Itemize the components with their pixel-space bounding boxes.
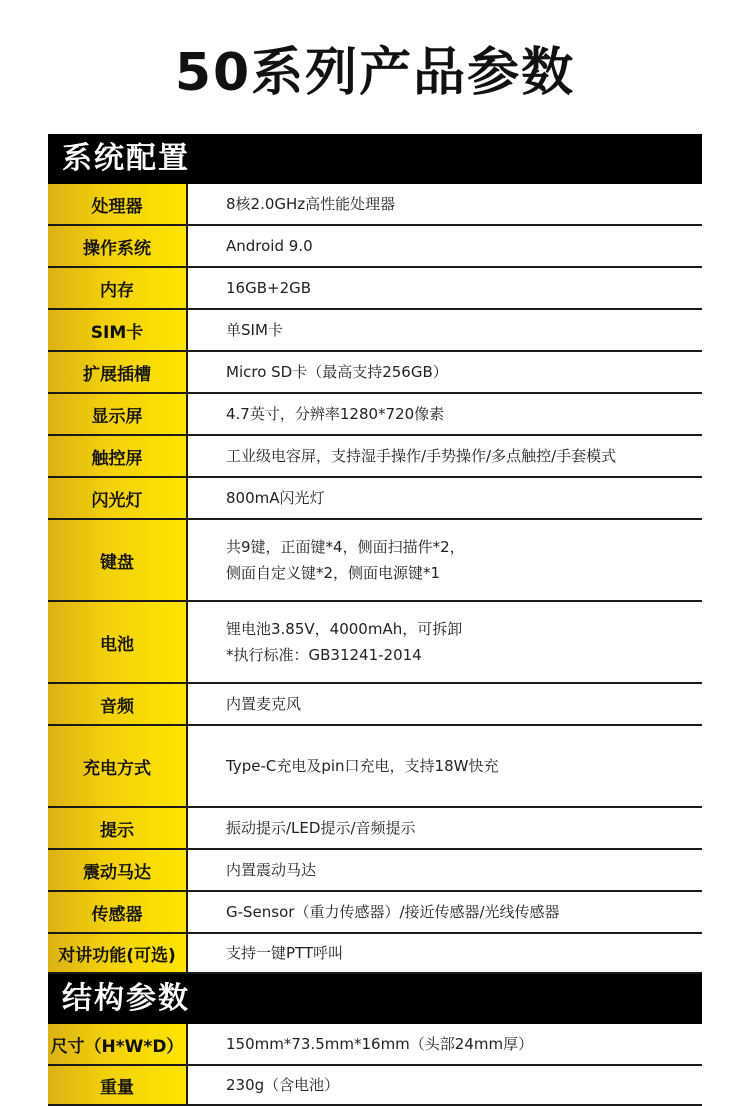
- spec-value-line: 800mA闪光灯: [226, 489, 325, 507]
- spec-label: 处理器: [48, 184, 188, 224]
- spec-value-line: 内置麦克风: [226, 695, 302, 713]
- spec-label: 充电方式: [48, 726, 188, 806]
- spec-value: [188, 602, 702, 682]
- spec-value-line: 4.7英寸，分辨率1280*720像素: [226, 405, 445, 423]
- section-header: 系统配置: [48, 134, 702, 184]
- spec-row: [48, 310, 702, 352]
- spec-label: 闪光灯: [48, 478, 188, 518]
- spec-value: [188, 394, 702, 434]
- spec-value-line: Type-C充电及pin口充电，支持18W快充: [226, 757, 499, 775]
- spec-value: [188, 184, 702, 224]
- spec-value-line: G-Sensor（重力传感器）/接近传感器/光线传感器: [226, 903, 560, 921]
- spec-label: 音频: [48, 684, 188, 724]
- spec-value: [188, 478, 702, 518]
- spec-row: [48, 478, 702, 520]
- spec-value-line: 锂电池3.85V，4000mAh，可拆卸: [226, 620, 463, 638]
- spec-value-line: 内置震动马达: [226, 861, 317, 879]
- spec-row: [48, 184, 702, 226]
- spec-value-line: 共9键，正面键*4，侧面扫描件*2，: [226, 538, 465, 556]
- spec-label: 电池: [48, 602, 188, 682]
- spec-label: 传感器: [48, 892, 188, 932]
- spec-value: [188, 268, 702, 308]
- spec-row: [48, 850, 702, 892]
- spec-label: 键盘: [48, 520, 188, 600]
- spec-row: [48, 268, 702, 310]
- spec-label: 重量: [48, 1066, 188, 1104]
- spec-row: [48, 394, 702, 436]
- spec-value-line: *执行标准：GB31241-2014: [226, 646, 422, 664]
- spec-row: [48, 352, 702, 394]
- spec-label: 内存: [48, 268, 188, 308]
- spec-value-line: 150mm*73.5mm*16mm（头部24mm厚）: [226, 1035, 534, 1053]
- spec-value: [188, 352, 702, 392]
- spec-value: [188, 726, 702, 806]
- spec-row: [48, 808, 702, 850]
- spec-value-line: 支持一键PTT呼叫: [226, 944, 344, 962]
- spec-row: [48, 436, 702, 478]
- page-title: 50系列产品参数: [174, 43, 576, 103]
- spec-value-line: 8核2.0GHz高性能处理器: [226, 195, 396, 213]
- spec-value-line: 侧面自定义键*2，侧面电源键*1: [226, 564, 441, 582]
- spec-value: [188, 934, 702, 972]
- spec-value: [188, 310, 702, 350]
- spec-row: [48, 934, 702, 974]
- spec-value: [188, 850, 702, 890]
- spec-value-line: 230g（含电池）: [226, 1076, 340, 1094]
- spec-value: [188, 684, 702, 724]
- spec-value: [188, 808, 702, 848]
- section-header: 结构参数: [48, 974, 702, 1024]
- spec-label: 对讲功能(可选): [48, 934, 188, 972]
- spec-label: SIM卡: [48, 310, 188, 350]
- spec-row: [48, 684, 702, 726]
- spec-row: [48, 726, 702, 808]
- spec-value: [188, 226, 702, 266]
- spec-value: [188, 1066, 702, 1104]
- spec-value-line: 工业级电容屏，支持湿手操作/手势操作/多点触控/手套模式: [226, 447, 617, 465]
- spec-value-line: 振动提示/LED提示/音频提示: [226, 819, 416, 837]
- spec-row: [48, 1024, 702, 1066]
- spec-label: 扩展插槽: [48, 352, 188, 392]
- spec-value-line: 单SIM卡: [226, 321, 283, 339]
- spec-value: [188, 520, 702, 600]
- spec-row: [48, 520, 702, 602]
- spec-row: [48, 602, 702, 684]
- spec-label: 操作系统: [48, 226, 188, 266]
- spec-row: [48, 226, 702, 268]
- spec-value-line: Micro SD卡（最高支持256GB）: [226, 363, 448, 381]
- spec-value: [188, 1024, 702, 1064]
- spec-label: 提示: [48, 808, 188, 848]
- spec-label: 震动马达: [48, 850, 188, 890]
- spec-row: [48, 892, 702, 934]
- spec-label: 触控屏: [48, 436, 188, 476]
- spec-value: [188, 436, 702, 476]
- spec-row: [48, 1066, 702, 1106]
- spec-value: [188, 892, 702, 932]
- spec-label: 尺寸（H*W*D）: [48, 1024, 188, 1064]
- spec-value-line: Android 9.0: [226, 237, 313, 255]
- spec-value-line: 16GB+2GB: [226, 279, 312, 297]
- spec-label: 显示屏: [48, 394, 188, 434]
